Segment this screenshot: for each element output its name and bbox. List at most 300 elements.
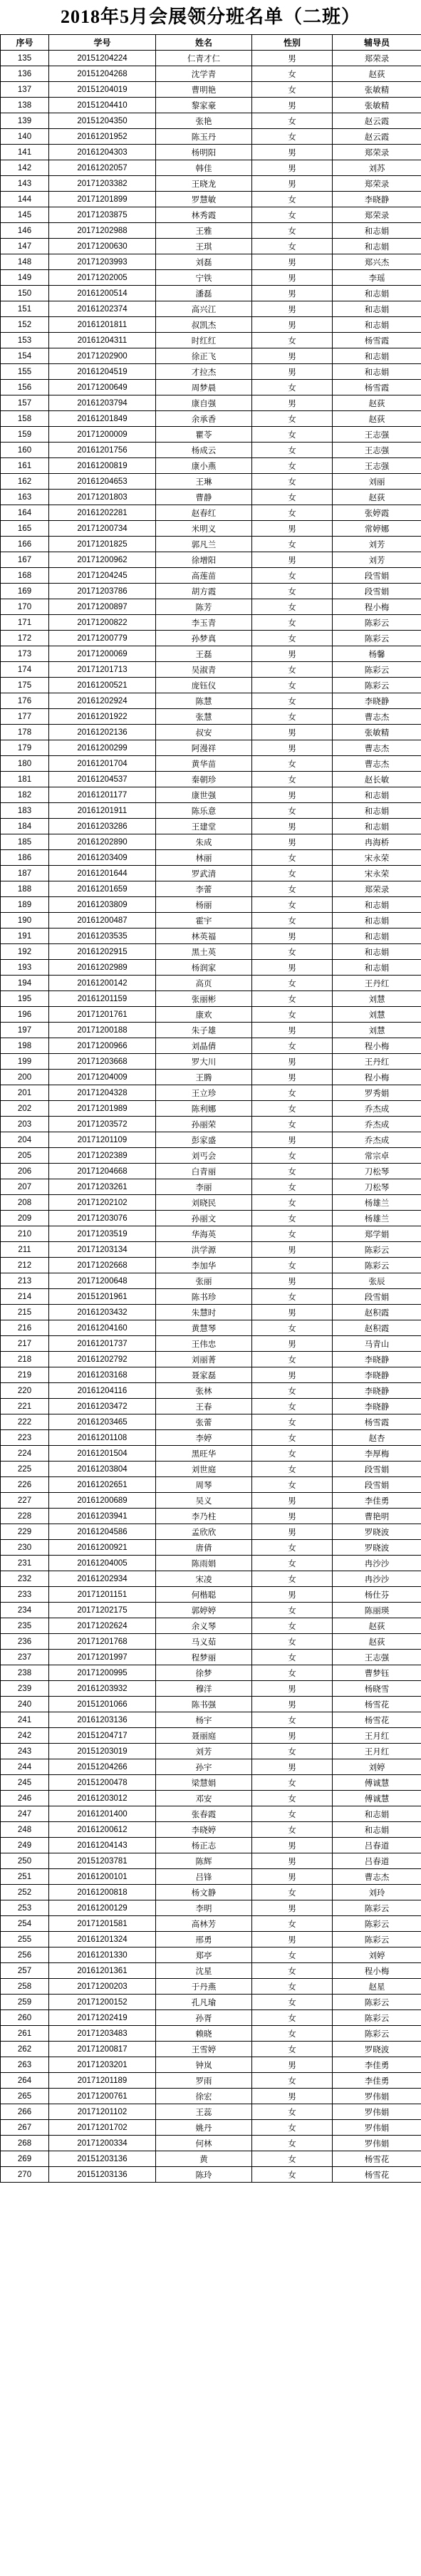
cell-index: 148 — [1, 254, 49, 270]
cell-name: 邓安 — [156, 1791, 252, 1806]
cell-student-id: 20161201361 — [49, 1963, 156, 1979]
cell-gender: 女 — [252, 1101, 333, 1117]
cell-counselor: 刘玲 — [333, 1885, 421, 1900]
cell-name: 白青丽 — [156, 1164, 252, 1179]
cell-name: 陈利娜 — [156, 1101, 252, 1117]
cell-index: 191 — [1, 929, 49, 944]
cell-name: 王雪婷 — [156, 2042, 252, 2057]
cell-index: 171 — [1, 615, 49, 631]
cell-name: 王琪 — [156, 239, 252, 254]
cell-name: 韩佳 — [156, 160, 252, 176]
table-row — [1, 1759, 421, 1775]
cell-student-id: 20151203136 — [49, 2167, 156, 2183]
cell-gender: 女 — [252, 1179, 333, 1195]
cell-counselor: 陈彩云 — [333, 1995, 421, 2010]
cell-gender: 女 — [252, 1399, 333, 1414]
table-row — [1, 1132, 421, 1148]
cell-name: 王蕊 — [156, 2104, 252, 2120]
cell-gender: 女 — [252, 991, 333, 1007]
cell-gender: 女 — [252, 2073, 333, 2089]
cell-name: 叔凯杰 — [156, 317, 252, 333]
column-header-counselor: 辅导员 — [333, 35, 421, 51]
cell-student-id: 20161201737 — [49, 1336, 156, 1352]
cell-counselor: 和志娟 — [333, 913, 421, 929]
cell-index: 153 — [1, 333, 49, 348]
cell-name: 赵春红 — [156, 505, 252, 521]
cell-gender: 女 — [252, 2010, 333, 2026]
cell-gender: 男 — [252, 395, 333, 411]
table-row — [1, 1681, 421, 1697]
cell-counselor: 程小梅 — [333, 1038, 421, 1054]
table-row — [1, 960, 421, 976]
table-row — [1, 1320, 421, 1336]
cell-name: 吕锋 — [156, 1869, 252, 1885]
cell-student-id: 20161201177 — [49, 787, 156, 803]
cell-index: 213 — [1, 1273, 49, 1289]
cell-gender: 女 — [252, 568, 333, 584]
cell-student-id: 20161203472 — [49, 1399, 156, 1414]
cell-counselor: 和志娟 — [333, 803, 421, 819]
cell-index: 156 — [1, 380, 49, 395]
cell-gender: 男 — [252, 787, 333, 803]
table-row — [1, 1352, 421, 1367]
cell-index: 189 — [1, 897, 49, 913]
cell-student-id: 20161201849 — [49, 411, 156, 427]
cell-index: 247 — [1, 1806, 49, 1822]
cell-counselor: 曹梦钰 — [333, 1665, 421, 1681]
table-row — [1, 1085, 421, 1101]
cell-counselor: 李晓静 — [333, 1367, 421, 1383]
cell-index: 259 — [1, 1995, 49, 2010]
cell-name: 康小燕 — [156, 458, 252, 474]
cell-name: 孙丽荣 — [156, 1117, 252, 1132]
table-row — [1, 2120, 421, 2136]
cell-counselor: 陈彩云 — [333, 1916, 421, 1932]
cell-name: 徐增阳 — [156, 552, 252, 568]
cell-counselor: 刘婷 — [333, 1759, 421, 1775]
cell-gender: 女 — [252, 850, 333, 866]
cell-gender: 女 — [252, 976, 333, 991]
cell-gender: 男 — [252, 1509, 333, 1524]
cell-name: 张春霞 — [156, 1806, 252, 1822]
table-row — [1, 1414, 421, 1430]
table-row — [1, 1430, 421, 1446]
cell-gender: 女 — [252, 2136, 333, 2151]
cell-gender: 女 — [252, 2026, 333, 2042]
cell-index: 192 — [1, 944, 49, 960]
cell-gender: 女 — [252, 1947, 333, 1963]
cell-index: 250 — [1, 1853, 49, 1869]
cell-gender: 女 — [252, 709, 333, 725]
cell-index: 270 — [1, 2167, 49, 2183]
cell-student-id: 20171201899 — [49, 192, 156, 207]
cell-student-id: 20171203483 — [49, 2026, 156, 2042]
cell-index: 225 — [1, 1462, 49, 1477]
cell-name: 陈玉丹 — [156, 129, 252, 145]
cell-index: 267 — [1, 2120, 49, 2136]
cell-gender: 男 — [252, 1493, 333, 1509]
cell-counselor: 陈彩云 — [333, 615, 421, 631]
cell-counselor: 赵长敏 — [333, 772, 421, 787]
table-row — [1, 1070, 421, 1085]
cell-student-id: 20161200299 — [49, 740, 156, 756]
cell-index: 237 — [1, 1650, 49, 1665]
cell-name: 周琴 — [156, 1477, 252, 1493]
cell-gender: 女 — [252, 113, 333, 129]
cell-index: 227 — [1, 1493, 49, 1509]
cell-counselor: 李佳勇 — [333, 1493, 421, 1509]
cell-index: 174 — [1, 662, 49, 678]
table-row — [1, 1273, 421, 1289]
cell-student-id: 20161203136 — [49, 1712, 156, 1728]
table-row — [1, 1524, 421, 1540]
cell-name: 陈雨娟 — [156, 1556, 252, 1571]
cell-index: 159 — [1, 427, 49, 443]
cell-name: 郭凡兰 — [156, 537, 252, 552]
cell-counselor: 和志娟 — [333, 944, 421, 960]
cell-gender: 女 — [252, 333, 333, 348]
column-header-name: 姓名 — [156, 35, 252, 51]
cell-student-id: 20171201109 — [49, 1132, 156, 1148]
cell-name: 杨文静 — [156, 1885, 252, 1900]
cell-index: 136 — [1, 66, 49, 82]
table-row — [1, 1744, 421, 1759]
cell-counselor: 王志强 — [333, 443, 421, 458]
cell-index: 263 — [1, 2057, 49, 2073]
cell-name: 米明义 — [156, 521, 252, 537]
cell-student-id: 20161203804 — [49, 1462, 156, 1477]
table-row — [1, 1007, 421, 1023]
cell-index: 234 — [1, 1603, 49, 1618]
cell-index: 220 — [1, 1383, 49, 1399]
table-row — [1, 2104, 421, 2120]
cell-index: 265 — [1, 2089, 49, 2104]
cell-counselor: 和志娟 — [333, 301, 421, 317]
cell-student-id: 20161200514 — [49, 286, 156, 301]
table-row — [1, 2026, 421, 2042]
cell-counselor: 陈丽瑛 — [333, 1603, 421, 1618]
cell-gender: 女 — [252, 1571, 333, 1587]
cell-student-id: 20161202890 — [49, 834, 156, 850]
cell-gender: 女 — [252, 2104, 333, 2120]
table-row — [1, 317, 421, 333]
cell-name: 吴义 — [156, 1493, 252, 1509]
cell-name: 杨明阳 — [156, 145, 252, 160]
cell-gender: 女 — [252, 1979, 333, 1995]
cell-index: 168 — [1, 568, 49, 584]
table-row — [1, 145, 421, 160]
cell-name: 杨丽 — [156, 897, 252, 913]
table-row — [1, 866, 421, 881]
cell-index: 228 — [1, 1509, 49, 1524]
cell-student-id: 20161200521 — [49, 678, 156, 693]
cell-counselor: 杨雪花 — [333, 1712, 421, 1728]
cell-gender: 女 — [252, 1822, 333, 1838]
cell-name: 叔安 — [156, 725, 252, 740]
cell-index: 162 — [1, 474, 49, 490]
cell-student-id: 20161204160 — [49, 1320, 156, 1336]
cell-gender: 女 — [252, 1885, 333, 1900]
table-row — [1, 1697, 421, 1712]
cell-name: 余义琴 — [156, 1618, 252, 1634]
cell-counselor: 郑荣录 — [333, 207, 421, 223]
table-row — [1, 1806, 421, 1822]
cell-student-id: 20161204303 — [49, 145, 156, 160]
cell-index: 165 — [1, 521, 49, 537]
cell-counselor: 赵积霞 — [333, 1320, 421, 1336]
table-row — [1, 411, 421, 427]
cell-name: 张林 — [156, 1383, 252, 1399]
cell-gender: 男 — [252, 1759, 333, 1775]
table-row — [1, 2057, 421, 2073]
cell-index: 175 — [1, 678, 49, 693]
cell-student-id: 20171202624 — [49, 1618, 156, 1634]
table-row — [1, 51, 421, 66]
table-row — [1, 129, 421, 145]
cell-index: 158 — [1, 411, 49, 427]
cell-name: 黎家豪 — [156, 98, 252, 113]
cell-counselor: 赵杏 — [333, 1430, 421, 1446]
cell-name: 孟欣欣 — [156, 1524, 252, 1540]
cell-student-id: 20161203932 — [49, 1681, 156, 1697]
table-row — [1, 1226, 421, 1242]
cell-name: 孙梦真 — [156, 631, 252, 646]
cell-index: 251 — [1, 1869, 49, 1885]
table-row — [1, 521, 421, 537]
cell-gender: 女 — [252, 2151, 333, 2167]
cell-gender: 男 — [252, 1587, 333, 1603]
table-row — [1, 348, 421, 364]
cell-name: 林英福 — [156, 929, 252, 944]
cell-index: 222 — [1, 1414, 49, 1430]
cell-student-id: 20171204009 — [49, 1070, 156, 1085]
cell-name: 王腾 — [156, 1070, 252, 1085]
cell-index: 154 — [1, 348, 49, 364]
roster-table — [0, 34, 421, 2183]
cell-index: 207 — [1, 1179, 49, 1195]
cell-index: 246 — [1, 1791, 49, 1806]
cell-name: 邢勇 — [156, 1932, 252, 1947]
table-row — [1, 1462, 421, 1477]
cell-gender: 男 — [252, 1023, 333, 1038]
cell-name: 孙宇 — [156, 1759, 252, 1775]
cell-gender: 女 — [252, 1195, 333, 1211]
table-header-row — [1, 35, 421, 51]
cell-counselor: 刘苏 — [333, 160, 421, 176]
cell-student-id: 20171203786 — [49, 584, 156, 599]
cell-student-id: 20161204537 — [49, 772, 156, 787]
table-row — [1, 929, 421, 944]
cell-gender: 男 — [252, 98, 333, 113]
cell-index: 173 — [1, 646, 49, 662]
table-row — [1, 1117, 421, 1132]
cell-index: 205 — [1, 1148, 49, 1164]
column-header-gender: 性别 — [252, 35, 333, 51]
cell-name: 孙胥 — [156, 2010, 252, 2026]
table-row — [1, 662, 421, 678]
cell-counselor: 王丹红 — [333, 976, 421, 991]
cell-name: 张丽 — [156, 1273, 252, 1289]
cell-counselor: 曹艳明 — [333, 1509, 421, 1524]
cell-student-id: 20171202175 — [49, 1603, 156, 1618]
cell-counselor: 和志娟 — [333, 960, 421, 976]
cell-counselor: 赵荻 — [333, 1634, 421, 1650]
cell-student-id: 20171200009 — [49, 427, 156, 443]
cell-counselor: 乔杰成 — [333, 1117, 421, 1132]
table-row — [1, 1947, 421, 1963]
table-row — [1, 1367, 421, 1383]
cell-counselor: 曹志杰 — [333, 709, 421, 725]
cell-student-id: 20161201330 — [49, 1947, 156, 1963]
cell-student-id: 20171203993 — [49, 254, 156, 270]
cell-student-id: 20161204311 — [49, 333, 156, 348]
table-row — [1, 787, 421, 803]
cell-index: 203 — [1, 1117, 49, 1132]
cell-student-id: 20151204717 — [49, 1728, 156, 1744]
cell-counselor: 王月红 — [333, 1728, 421, 1744]
cell-student-id: 20161203794 — [49, 395, 156, 411]
table-row — [1, 1932, 421, 1947]
table-row — [1, 1179, 421, 1195]
cell-student-id: 20151204410 — [49, 98, 156, 113]
table-row — [1, 740, 421, 756]
cell-index: 135 — [1, 51, 49, 66]
cell-gender: 女 — [252, 505, 333, 521]
cell-gender: 女 — [252, 1446, 333, 1462]
cell-gender: 男 — [252, 270, 333, 286]
cell-counselor: 罗秀娟 — [333, 1085, 421, 1101]
cell-student-id: 20171201702 — [49, 2120, 156, 2136]
cell-name: 王伟忠 — [156, 1336, 252, 1352]
cell-counselor: 李晓静 — [333, 1383, 421, 1399]
cell-counselor: 和志娟 — [333, 348, 421, 364]
cell-counselor: 李晓静 — [333, 192, 421, 207]
cell-gender: 女 — [252, 380, 333, 395]
cell-student-id: 20161201704 — [49, 756, 156, 772]
cell-gender: 女 — [252, 1650, 333, 1665]
cell-student-id: 20171201151 — [49, 1587, 156, 1603]
cell-name: 钟岚 — [156, 2057, 252, 2073]
cell-gender: 女 — [252, 615, 333, 631]
cell-gender: 男 — [252, 1900, 333, 1916]
cell-index: 255 — [1, 1932, 49, 1947]
cell-counselor: 罗伟娟 — [333, 2104, 421, 2120]
cell-counselor: 杨雪霞 — [333, 1414, 421, 1430]
table-row — [1, 599, 421, 615]
cell-name: 周梦晨 — [156, 380, 252, 395]
cell-counselor: 杨晓雪 — [333, 1681, 421, 1697]
column-header-student-id: 学号 — [49, 35, 156, 51]
table-row — [1, 1038, 421, 1054]
cell-counselor: 罗伟娟 — [333, 2089, 421, 2104]
cell-counselor: 王丹红 — [333, 1054, 421, 1070]
cell-gender: 男 — [252, 348, 333, 364]
cell-counselor: 杨雪花 — [333, 2167, 421, 2183]
cell-counselor: 刀松琴 — [333, 1179, 421, 1195]
cell-index: 144 — [1, 192, 49, 207]
cell-student-id: 20151204019 — [49, 82, 156, 98]
table-row — [1, 380, 421, 395]
cell-counselor: 李厚梅 — [333, 1446, 421, 1462]
cell-gender: 女 — [252, 1383, 333, 1399]
table-row — [1, 1195, 421, 1211]
table-row — [1, 1587, 421, 1603]
cell-gender: 女 — [252, 207, 333, 223]
cell-gender: 女 — [252, 1038, 333, 1054]
cell-counselor: 陈彩云 — [333, 631, 421, 646]
cell-counselor: 和志娟 — [333, 239, 421, 254]
cell-gender: 女 — [252, 1634, 333, 1650]
cell-name: 朱子雄 — [156, 1023, 252, 1038]
cell-counselor: 傅诚慧 — [333, 1791, 421, 1806]
cell-name: 穆洋 — [156, 1681, 252, 1697]
cell-gender: 男 — [252, 1838, 333, 1853]
cell-index: 254 — [1, 1916, 49, 1932]
cell-gender: 男 — [252, 1336, 333, 1352]
cell-student-id: 20161200819 — [49, 458, 156, 474]
cell-index: 224 — [1, 1446, 49, 1462]
cell-gender: 女 — [252, 1226, 333, 1242]
cell-index: 200 — [1, 1070, 49, 1085]
cell-counselor: 王月红 — [333, 1744, 421, 1759]
cell-counselor: 罗伟娟 — [333, 2136, 421, 2151]
cell-index: 241 — [1, 1712, 49, 1728]
cell-gender: 女 — [252, 803, 333, 819]
cell-student-id: 20161203168 — [49, 1367, 156, 1383]
cell-student-id: 20171201581 — [49, 1916, 156, 1932]
cell-counselor: 罗晓波 — [333, 1540, 421, 1556]
cell-name: 李明 — [156, 1900, 252, 1916]
table-row — [1, 631, 421, 646]
column-header-index: 序号 — [1, 35, 49, 51]
cell-gender: 女 — [252, 1320, 333, 1336]
table-row — [1, 2010, 421, 2026]
cell-student-id: 20171200822 — [49, 615, 156, 631]
cell-gender: 男 — [252, 1305, 333, 1320]
cell-student-id: 20151204266 — [49, 1759, 156, 1775]
cell-gender: 男 — [252, 1728, 333, 1744]
cell-student-id: 20151203781 — [49, 1853, 156, 1869]
table-row — [1, 1509, 421, 1524]
cell-name: 康世强 — [156, 787, 252, 803]
table-row — [1, 881, 421, 897]
cell-index: 201 — [1, 1085, 49, 1101]
cell-name: 陈辉 — [156, 1853, 252, 1869]
cell-gender: 男 — [252, 145, 333, 160]
cell-gender: 男 — [252, 176, 333, 192]
table-row — [1, 160, 421, 176]
cell-gender: 女 — [252, 1085, 333, 1101]
cell-counselor: 杨仕芬 — [333, 1587, 421, 1603]
cell-gender: 女 — [252, 599, 333, 615]
cell-index: 194 — [1, 976, 49, 991]
cell-student-id: 20171200648 — [49, 1273, 156, 1289]
cell-counselor: 李佳勇 — [333, 2073, 421, 2089]
cell-student-id: 20171203261 — [49, 1179, 156, 1195]
cell-student-id: 20161201108 — [49, 1430, 156, 1446]
cell-index: 204 — [1, 1132, 49, 1148]
cell-name: 何林 — [156, 2136, 252, 2151]
cell-counselor: 杨雄兰 — [333, 1211, 421, 1226]
table-row — [1, 819, 421, 834]
cell-counselor: 李晓静 — [333, 693, 421, 709]
cell-index: 176 — [1, 693, 49, 709]
cell-name: 瞿苓 — [156, 427, 252, 443]
cell-counselor: 张敏精 — [333, 98, 421, 113]
cell-index: 160 — [1, 443, 49, 458]
cell-index: 233 — [1, 1587, 49, 1603]
cell-name: 王建堂 — [156, 819, 252, 834]
